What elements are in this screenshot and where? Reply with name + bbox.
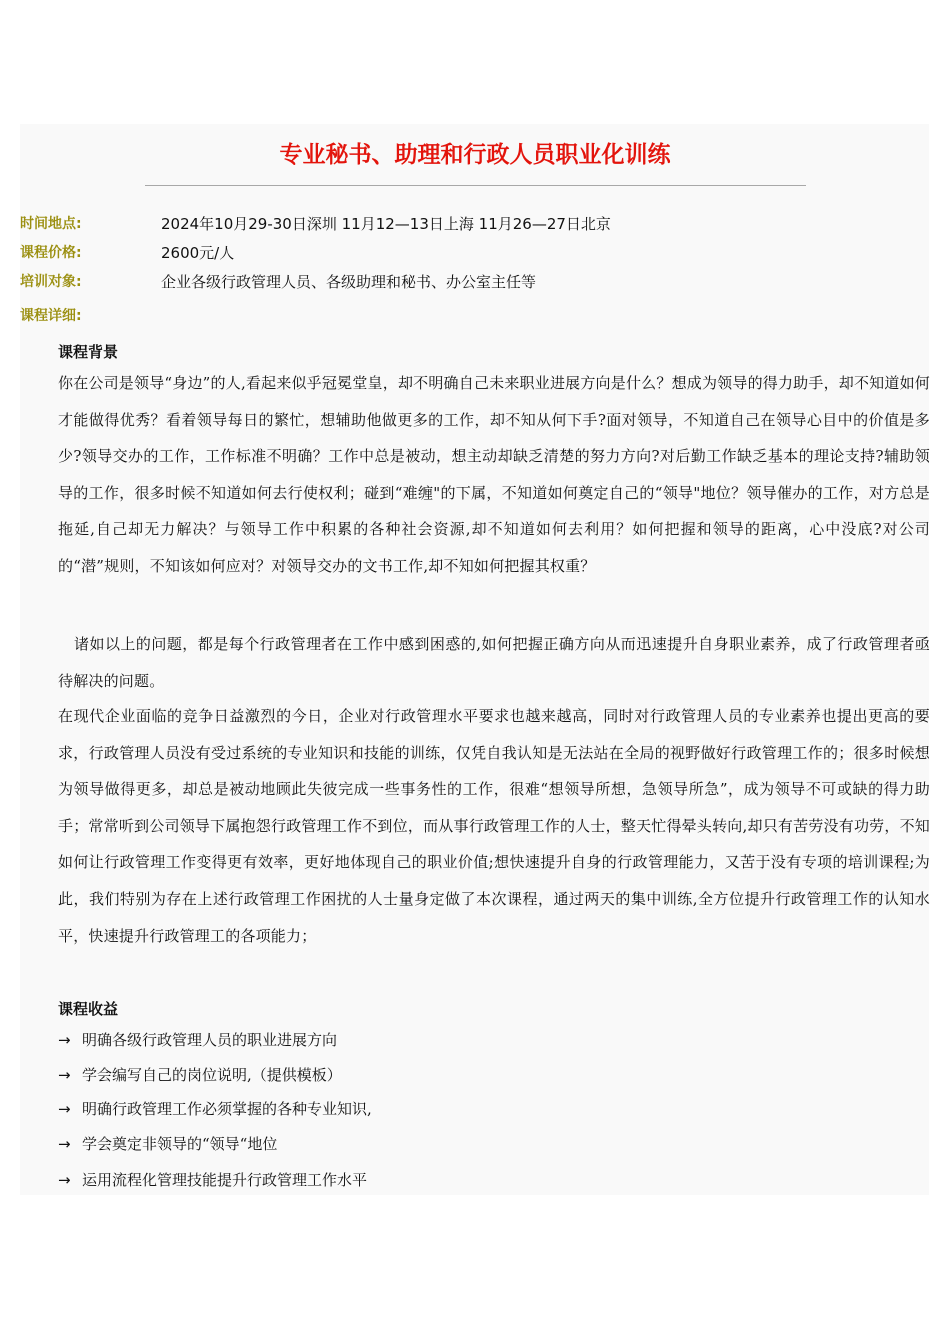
list-item <box>58 1092 918 1127</box>
list-item <box>58 1127 918 1162</box>
detail-label: 课程详细: <box>20 308 82 324</box>
arrow-right-icon: → <box>58 1134 71 1153</box>
arrow-right-icon: → <box>58 1100 71 1118</box>
target-value: 企业各级行政管理人员、各级助理和秘书、办公室主任等 <box>161 273 537 291</box>
benefit-text: 学会奠定非领导的“领导“地位 <box>82 1134 278 1153</box>
list-item <box>58 1163 918 1198</box>
benefits-list <box>58 1023 918 1198</box>
time-label: 时间地点: <box>20 216 82 232</box>
arrow-right-icon: → <box>58 1065 71 1084</box>
price-value: 2600元/人 <box>161 244 235 262</box>
time-value: 2024年10月29-30日深圳 11月12—13日上海 11月26—27日北京 <box>161 215 611 233</box>
arrow-right-icon: → <box>58 1171 71 1189</box>
page-title: 专业秘书、助理和行政人员职业化训练 <box>279 142 671 168</box>
benefit-text: 运用流程化管理技能提升行政管理工作水平 <box>82 1171 368 1189</box>
benefit-text: 明确行政管理工作必须掌握的各种专业知识, <box>82 1100 372 1118</box>
background-paragraph: 在现代企业面临的竞争日益激烈的今日，企业对行政管理水平要求也越来越高，同时对行政管理人员的专业素养也提出更高的要求，行政管理人员没有受过系统的专业知识和技能的训练，仅凭自我认知是无法站在全局的视野做好行政管理工作的；很多时候想为领导做得更多，却总是被动地顾此失彼完成一些事务性的工作，很难“想领导所想，急领导所急”，成为领导不可或缺的得力助手；常常听到公司领导下属抱怨行政管理工作不到位，而从事行政管理工作的人士，整天忙得晕头转向,却只有苦劳没有功劳，不知如何让行政管理工作变得更有效率，更好地体现自己的职业价值;想快速提升自身的行政管理能力，又苦于没有专项的培训课程;为此，我们特别为存在上述行政管理工作困扰的人士量身定做了本次课程，通过两天的集中训练,全方位提升行政管理工作的认知水平，快速提升行政管理工的各项能力； <box>58 707 930 945</box>
background-paragraph: 诸如以上的问题，都是每个行政管理者在工作中感到困惑的,如何把握正确方向从而迅速提升自身职业素养，成了行政管理者亟待解决的问题。 <box>58 635 930 690</box>
price-label: 课程价格: <box>20 245 82 261</box>
benefit-text: 明确各级行政管理人员的职业进展方向 <box>82 1031 338 1049</box>
background-paragraph: 你在公司是领导“身边”的人,看起来似乎冠冕堂皇，却不明确自己未来职业进展方向是什么？想成为领导的得力助手，却不知道如何才能做得优秀？看着领导每日的繁忙，想辅助他做更多的工作，却不知从何下手?面对领导，不知道自己在领导心目中的价值是多少?领导交办的工作，工作标准不明确？工作中总是被动，想主动却缺乏清楚的努力方向?对后勤工作缺乏基本的理论支持?辅助领导的工作，很多时候不知道如何去行使权利；碰到“难缠"的下属，不知道如何奠定自己的“领导"地位？领导催办的工作，对方总是拖延,自己却无力解决？与领导工作中积累的各种社会资源,却不知道如何去利用？如何把握和领导的距离，心中没底?对公司的“潜”规则，不知该如何应对？对领导交办的文书工作,却不知如何把握其权重？ <box>58 374 930 575</box>
list-item <box>58 1058 918 1093</box>
title-divider <box>145 185 806 186</box>
benefit-text: 学会编写自己的岗位说明,（提供模板） <box>82 1065 342 1084</box>
benefits-heading: 课程收益 <box>58 1000 119 1018</box>
list-item <box>58 1023 918 1058</box>
arrow-right-icon: → <box>58 1031 71 1049</box>
target-label: 培训对象: <box>20 274 82 290</box>
background-heading: 课程背景 <box>58 343 119 361</box>
